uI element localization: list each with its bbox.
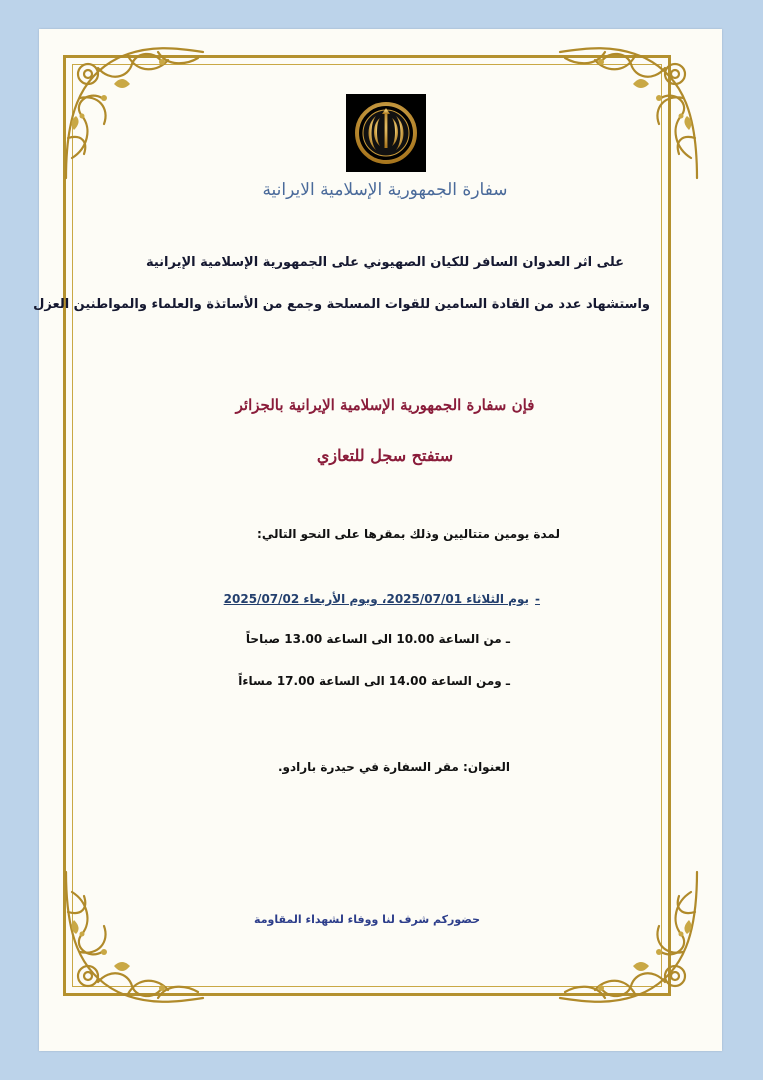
closing-line: حضوركم شرف لنا ووفاء لشهداء المقاومة bbox=[254, 913, 480, 926]
headline-line-2: واستشهاد عدد من القادة السامين للقوات المسلحة وجمع من الأساتذة والعلماء والمواطنين العزل bbox=[33, 297, 650, 312]
schedule-dash: - bbox=[535, 592, 540, 606]
schedule-duration: لمدة يومين متتاليين وذلك بمقرها على النحو التالي: bbox=[257, 527, 560, 541]
ornament-corner-icon bbox=[555, 38, 705, 188]
announcement-title: فإن سفارة الجمهورية الإسلامية الإيرانية بالجزائر bbox=[235, 396, 535, 414]
address: العنوان: مقر السفارة في حيدرة بارادو. bbox=[277, 760, 510, 774]
gold-frame-inner bbox=[33, 64, 662, 987]
announcement-subtitle: ستفتح سجل للتعازي bbox=[316, 446, 454, 465]
ornament-corner-icon bbox=[58, 38, 208, 188]
embassy-name: سفارة الجمهورية الإسلامية الايرانية bbox=[262, 180, 508, 200]
ornament-corner-icon bbox=[58, 862, 208, 1012]
ornament-corner-icon bbox=[555, 862, 705, 1012]
headline-line-1: على اثر العدوان السافر للكيان الصهيوني على الجمهورية الإسلامية الإيرانية bbox=[145, 255, 625, 270]
schedule-time-evening: ـ ومن الساعة 14.00 الى الساعة 17.00 مساءاً bbox=[238, 674, 510, 688]
iran-emblem-icon bbox=[346, 94, 426, 172]
schedule-days bbox=[200, 592, 540, 606]
schedule-days-text: يوم الثلاثاء 2025/07/01، ويوم الأربعاء 2025/07/02 bbox=[223, 592, 530, 606]
schedule-time-morning: ـ من الساعة 10.00 الى الساعة 13.00 صباحاً bbox=[245, 632, 510, 646]
